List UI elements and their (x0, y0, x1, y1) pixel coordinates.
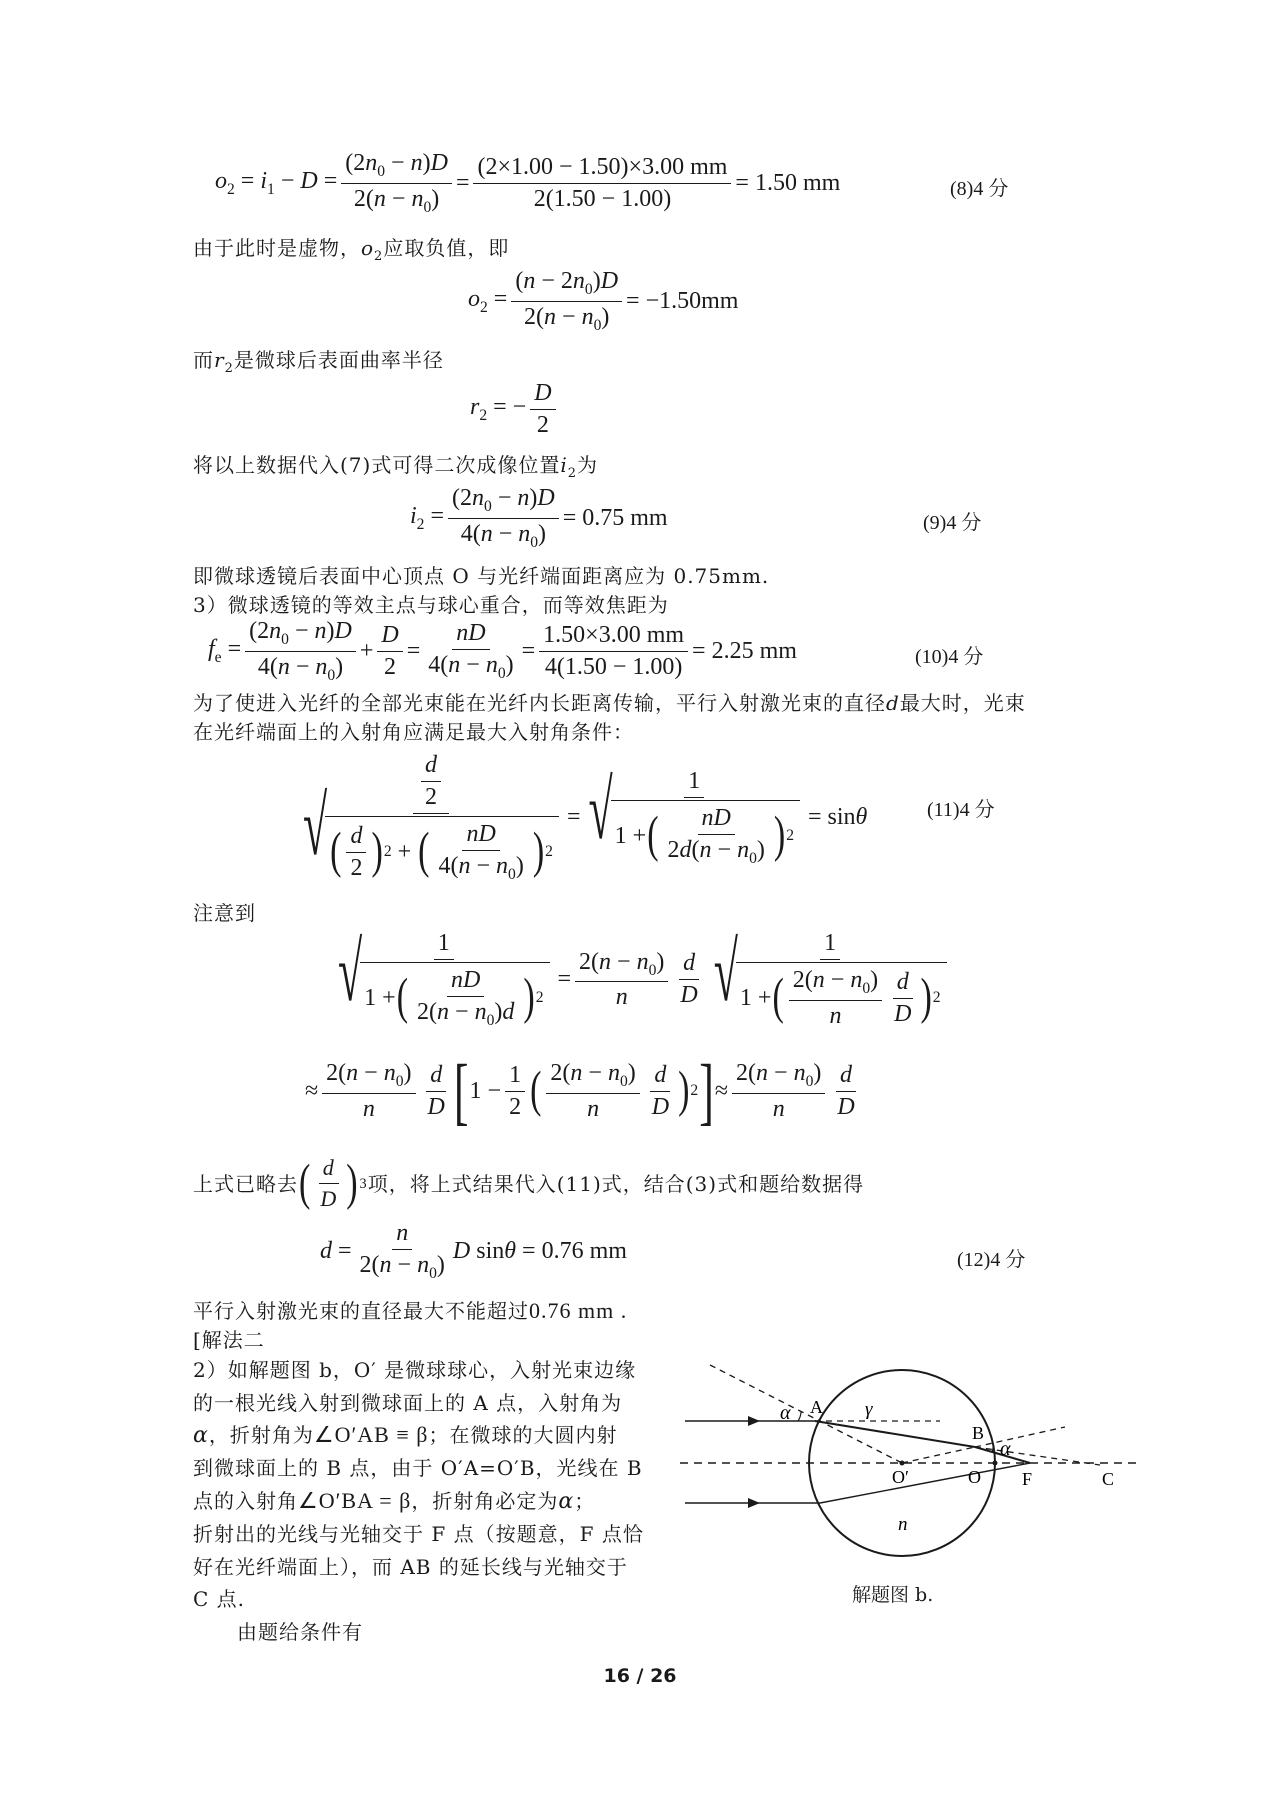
point-O (993, 1461, 998, 1466)
para-line-8: C 点. (193, 1587, 246, 1611)
equation-approx-2: ≈ $\frac{2(n - n_0)}{n}$ $\frac{d}{D}$ [ 1 − $\frac{1}{2}$ ( $\frac{2(n - n_0)}{n}$ $\frac{d}{D}$ ) 2 ] ≈ $\frac{2(n - n_0)}{n}$ $\frac{d}{D}$ (305, 1049, 855, 1134)
label-C: C (1102, 1469, 1115, 1489)
page-number: 16 / 26 (603, 1665, 677, 1687)
label-Oprime: O′ (892, 1467, 909, 1487)
text-line-distance: 即微球透镜后表面中心顶点 O 与光纤端面距离应为 0.75mm. (193, 564, 770, 588)
angle-arc-alpha-A (798, 1412, 801, 1421)
arrow-lower (748, 1498, 760, 1508)
equation-r2: $r_2$ = − $\frac{D}{2}$ (470, 380, 560, 439)
equation-approx-1: 1 √ 1 + ( $\frac{nD}{2(n - n_0)d}$ ) 2 = $\frac{2(n - n_0)}{n}$ $\frac{d}{D}$ 1 √ 1 + ( $\frac{2(n - n_0)}{n}$ $\frac{d}{D}$ ) 2 (330, 930, 955, 1030)
score-9: (9)4 分 (923, 512, 982, 534)
text-line-note: 注意到 (193, 901, 256, 925)
radius-OprimeB (902, 1447, 975, 1463)
score-8: (8)4 分 (950, 178, 1009, 200)
optics-diagram-b (670, 1355, 1150, 1565)
para-line-7: 好在光纤端面上），而 AB 的延长线与光轴交于 (193, 1555, 628, 1579)
point-Oprime (900, 1461, 905, 1466)
score-10: (10)4 分 (915, 646, 984, 668)
para-line-5: 点的入射角∠O′BA = β，折射角必定为α； (193, 1488, 596, 1514)
score-11: (11)4 分 (927, 799, 995, 821)
label-alpha-A: α (780, 1402, 791, 1424)
refracted-ray-lower (820, 1463, 1033, 1503)
equation-10: $f_e$ = $\frac{(2n_0 - n)D}{4(n - n_0)}$ + $\frac{D}{2}$ = $\frac{nD}{4(n - n_0)}$ = $\frac{1.50\times 3.00 mm}{4(1.50 - 1.00)}$ = 2.25 mm (208, 618, 797, 684)
label-gamma: γ (865, 1399, 873, 1420)
para-line-4: 到微球面上的 B 点，由于 O′A=O′B，光线在 B (193, 1456, 643, 1480)
para-line-9: 由题给条件有 (237, 1620, 363, 1644)
diagram-caption: 解题图 b. (852, 1584, 934, 1606)
text-line-conclusion: 平行入射激光束的直径最大不能超过0.76 mm . (193, 1298, 628, 1323)
para-line-6: 折射出的光线与光轴交于 F 点（按题意，F 点恰 (193, 1522, 644, 1546)
text-line-omitted: 上式已略去 ( $\frac{d}{D}$ ) 3 项，将上式结果代入(11)式，结合(3)式和题给数据得 (193, 1155, 865, 1211)
arrow-upper (748, 1416, 760, 1426)
text-line-virtual-object: 由于此时是虚物，$o_2$应取负值，即 (193, 236, 510, 264)
equation-o2-negative: $o_2$ = $\frac{(n - 2n_0)D}{2(n - n_0)}$ = −1.50mm (468, 268, 739, 334)
text-line-parallel-beam: 为了使进入光纤的全部光束能在光纤内长距离传输，平行入射激光束的直径d最大时，光束 (193, 691, 1026, 715)
equation-9: $i_2$ = $\frac{(2n_0 - n)D}{4(n - n_0)}$ = 0.75 mm (410, 485, 668, 551)
text-line-method2: [解法二 (193, 1328, 265, 1352)
text-line-substitute: 将以上数据代入(7)式可得二次成像位置$i_2$为 (193, 453, 599, 481)
equation-12: d = $\frac{n}{2(n - n_0)}$ D sinθ = 0.76 mm (320, 1220, 627, 1282)
label-O: O (968, 1467, 981, 1487)
text-line-r2: 而$r_2$是微球后表面曲率半径 (193, 348, 444, 376)
equation-11: $\frac{d}{2}$ √ ( $\frac{d}{2}$ ) 2 + ( $\frac{nD}{4(n - n_0)}$ ) 2 = 1 √ 1 + ( $\frac{nD}{2d(n - n_0)}$ ) 2 = sinθ (303, 752, 868, 883)
normal-line-A (710, 1365, 902, 1463)
label-n: n (898, 1514, 908, 1535)
label-B: B (972, 1423, 985, 1443)
label-alpha-B: α (1000, 1438, 1011, 1460)
equation-8: $o_2 = i_1 - D$ = $\frac{(2n_0 - n)D}{2(n - n_0)}$ = $\frac{(2\times 1.00 - 1.50)\times 3.00 mm}{2(1.50 - 1.00)}$ = 1.50 mm (215, 150, 841, 216)
para-line-3: α，折射角为∠O′AB ≡ β；在微球的大圆内射 (193, 1422, 618, 1448)
label-F: F (1022, 1469, 1033, 1489)
label-A: A (810, 1397, 823, 1417)
score-12: (12)4 分 (957, 1249, 1026, 1271)
para-line-2: 的一根光线入射到微球面上的 A 点，入射角为 (193, 1391, 623, 1415)
refracted-ray-AB (815, 1421, 975, 1447)
text-line-max-angle: 在光纤端面上的入射角应满足最大入射角条件： (193, 720, 634, 744)
para-line-1: 2）如解题图 b，O′ 是微球球心，入射光束边缘 (193, 1358, 637, 1382)
text-line-part3: 3）微球透镜的等效主点与球心重合，而等效焦距为 (193, 593, 669, 617)
